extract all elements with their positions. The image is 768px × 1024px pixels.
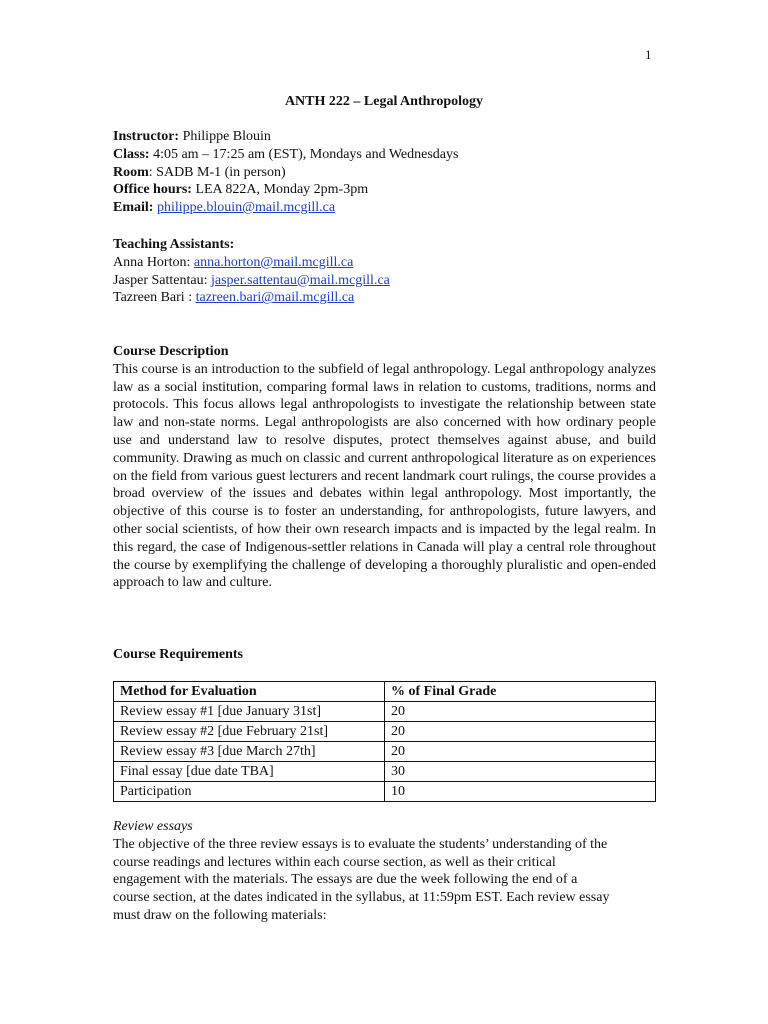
table-row bbox=[114, 702, 656, 722]
instructor-label: Instructor: bbox=[113, 129, 180, 144]
course-info bbox=[113, 128, 656, 217]
course-description-body: This course is an introduction to the subfield of legal anthropology. Legal anthropology analyzes law as a social institution, comparing formal laws in relation to customs, traditions, norms and protocols. This focus allows legal anthropologists to investigate the relationship between state law and non-state norms. Legal anthropologists are also concerned with how ordinary people use and understand law to resolve disputes, protect themselves against abuse, and build community. Drawing as much on classic and current anthropological literature as on experiences on the field from various guest lecturers and recent landmark court rulings, the course provides a broad overview of the issues and debates within legal anthropology. Most importantly, the objective of this course is to foster an understanding, for anthropologists, future lawyers, and other social scientists, of how their own research impacts and is impacted by the legal realm. In this regard, the case of Indigenous-settler relations in Canada will play a central role throughout the course by exemplifying the challenge of developing a thoroughly pluralistic and open-ended approach to law and culture. bbox=[113, 361, 656, 591]
course-title: ANTH 222 – Legal Anthropology bbox=[284, 94, 484, 109]
table-cell-method: Participation bbox=[114, 782, 385, 802]
table-cell-percent: 20 bbox=[385, 722, 656, 742]
ta-email-link[interactable]: jasper.sattentau@mail.mcgill.ca bbox=[210, 272, 390, 288]
ta-item bbox=[113, 289, 656, 307]
table-cell-percent: 20 bbox=[385, 702, 656, 722]
ta-name: Anna Horton: bbox=[113, 254, 194, 270]
course-description-heading: Course Description bbox=[113, 344, 229, 359]
office-hours-value: LEA 822A, Monday 2pm-3pm bbox=[191, 182, 369, 198]
table-header-percent: % of Final Grade bbox=[385, 682, 656, 702]
ta-name: Jasper Sattentau: bbox=[113, 272, 211, 288]
class-line bbox=[113, 146, 656, 164]
room-value: : SADB M-1 (in person) bbox=[148, 164, 286, 180]
course-description bbox=[113, 343, 656, 592]
office-hours-line bbox=[113, 181, 656, 199]
grades-table bbox=[113, 681, 656, 802]
room-label: Room bbox=[113, 164, 149, 180]
table-cell-method: Review essay #1 [due January 31st] bbox=[114, 702, 385, 722]
course-requirements bbox=[113, 646, 656, 664]
table-cell-method: Review essay #3 [due March 27th] bbox=[114, 742, 385, 762]
table-header-method: Method for Evaluation bbox=[114, 682, 385, 702]
ta-item bbox=[113, 254, 656, 272]
table-header-row bbox=[114, 682, 656, 702]
office-hours-label: Office hours: bbox=[113, 182, 192, 198]
ta-heading: Teaching Assistants: bbox=[113, 237, 235, 252]
instructor-value: Philippe Blouin bbox=[179, 129, 271, 144]
class-label: Class: bbox=[113, 146, 150, 162]
table-cell-method: Review essay #2 [due February 21st] bbox=[114, 722, 385, 742]
page-number: 1 bbox=[645, 47, 652, 62]
review-essays-line: engagement with the materials. The essays are due the week following the end of a bbox=[113, 872, 578, 888]
table-cell-percent: 30 bbox=[385, 762, 656, 782]
review-essays bbox=[113, 818, 656, 925]
review-essays-heading: Review essays bbox=[113, 819, 193, 834]
teaching-assistants bbox=[113, 236, 656, 307]
review-essays-line: The objective of the three review essays is to evaluate the students’ understanding of the bbox=[113, 836, 608, 852]
instructor-email-link[interactable]: philippe.blouin@mail.mcgill.ca bbox=[156, 200, 336, 216]
table-row bbox=[114, 742, 656, 762]
email-label: Email: bbox=[113, 200, 154, 216]
table-cell-percent: 20 bbox=[385, 742, 656, 762]
table-row bbox=[114, 762, 656, 782]
course-requirements-heading: Course Requirements bbox=[113, 647, 244, 662]
table-cell-percent: 10 bbox=[385, 782, 656, 802]
table-cell-method: Final essay [due date TBA] bbox=[114, 762, 385, 782]
table-row bbox=[114, 782, 656, 802]
ta-email-link[interactable]: tazreen.bari@mail.mcgill.ca bbox=[195, 290, 355, 306]
ta-name: Tazreen Bari : bbox=[113, 290, 196, 306]
room-line bbox=[113, 164, 656, 182]
ta-email-link[interactable]: anna.horton@mail.mcgill.ca bbox=[193, 254, 354, 270]
review-essays-line: course section, at the dates indicated in the syllabus, at 11:59pm EST. Each review essay bbox=[113, 890, 610, 906]
review-essays-line: must draw on the following materials: bbox=[113, 907, 327, 923]
class-value: 4:05 am – 17:25 am (EST), Mondays and Wednesdays bbox=[149, 146, 459, 162]
review-essays-line: course readings and lectures within each course section, as well as their critical bbox=[113, 854, 556, 870]
email-line bbox=[113, 199, 656, 217]
ta-item bbox=[113, 272, 656, 290]
instructor-line bbox=[113, 128, 656, 146]
table-row bbox=[114, 722, 656, 742]
